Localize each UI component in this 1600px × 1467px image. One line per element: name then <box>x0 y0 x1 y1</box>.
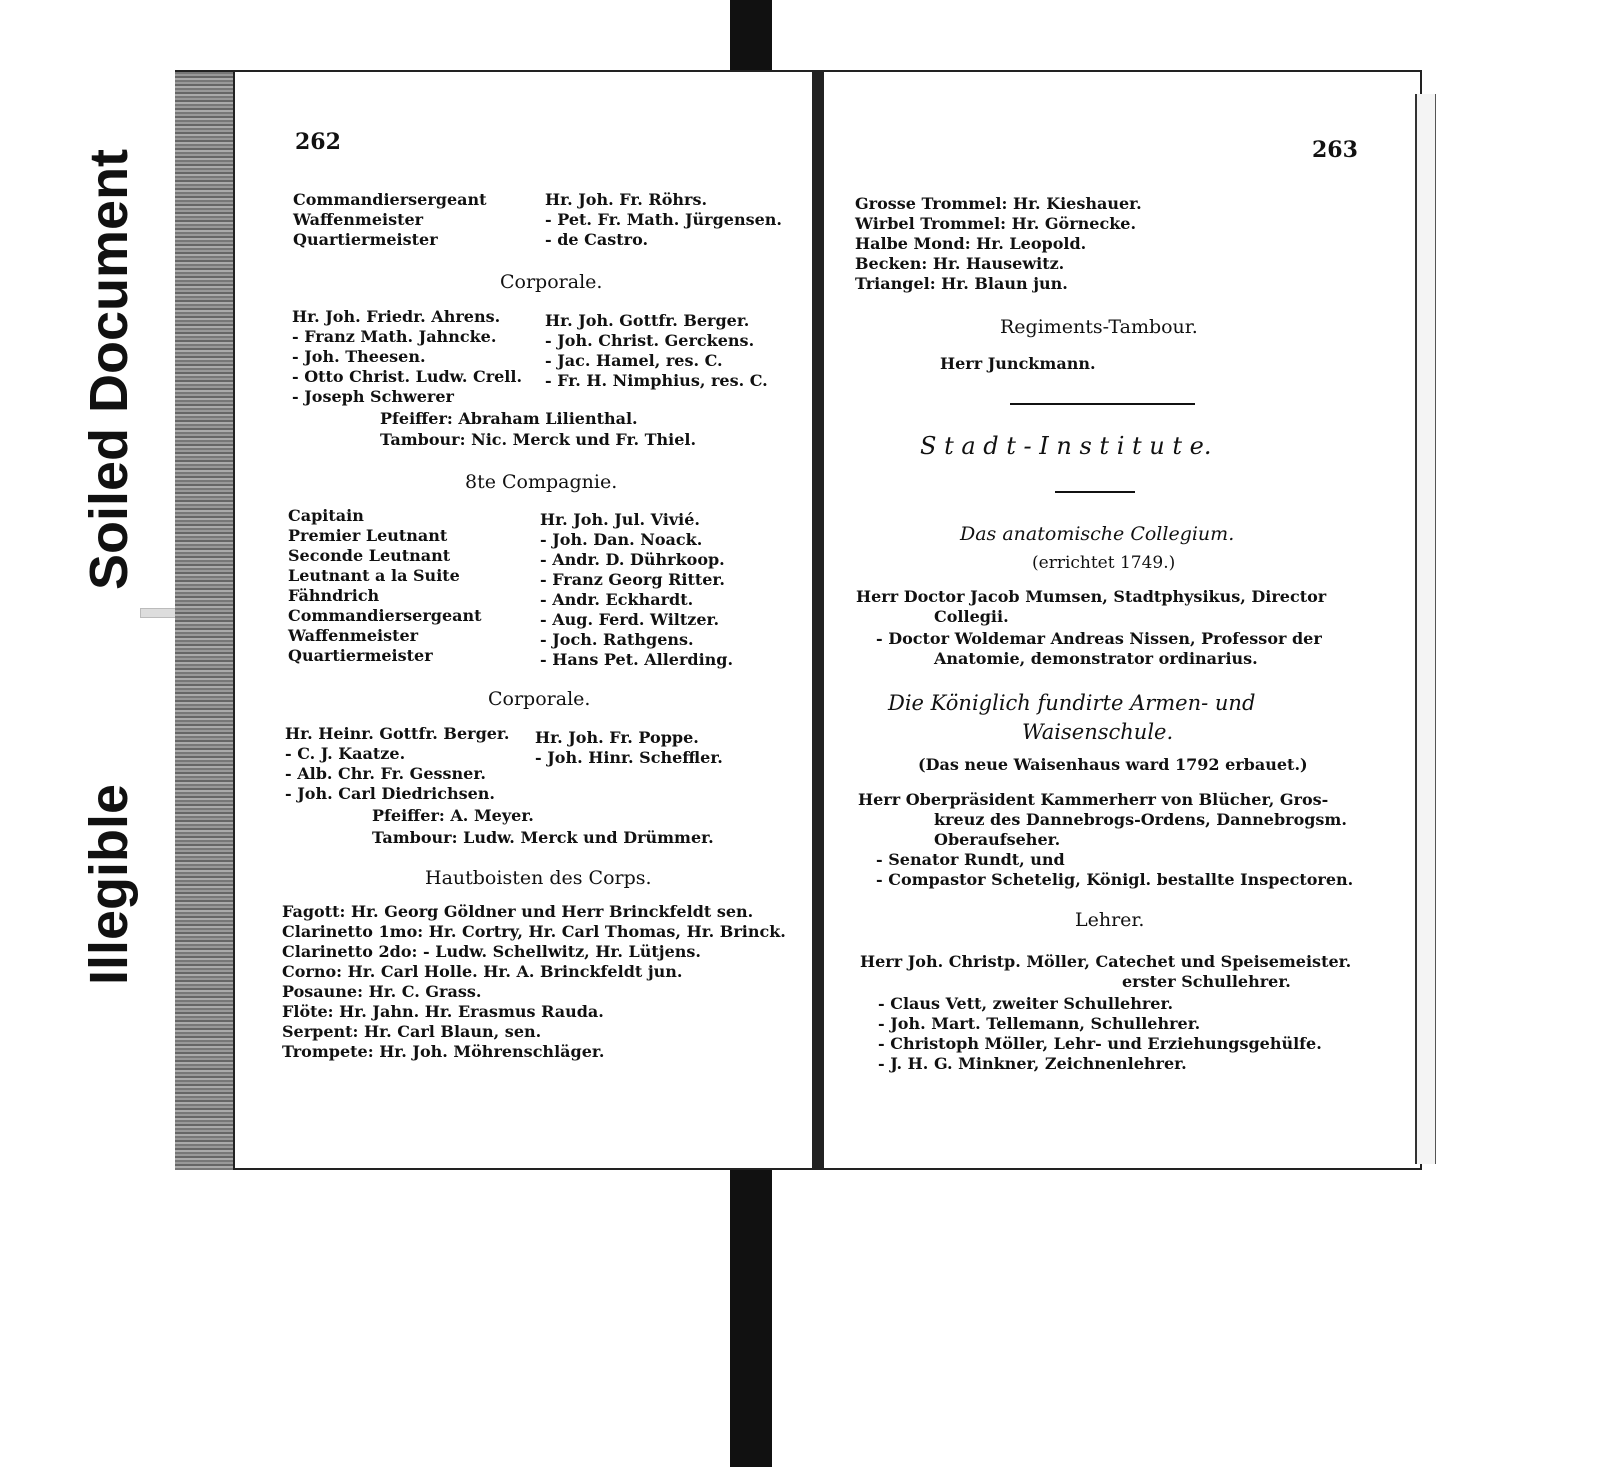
row-name: - Pet. Fr. Math. Jürgensen. <box>545 210 782 229</box>
row-name: Hr. Joh. Jul. Vivié. <box>540 510 700 529</box>
row-name: - Andr. D. Dührkoop. <box>540 550 725 569</box>
instrument-row: Halbe Mond: Hr. Leopold. <box>855 234 1087 253</box>
left-page-number: 262 <box>295 129 341 155</box>
row-role: Quartiermeister <box>288 646 433 665</box>
section-heading: Das anatomische Collegium. <box>960 523 1235 545</box>
lehrer-line: - Christoph Möller, Lehr- und Erziehungsgehülfe. <box>878 1034 1322 1053</box>
section-heading: Regiments-Tambour. <box>1000 316 1198 338</box>
section-heading: Corporale. <box>500 271 603 293</box>
anatomy-line: Anatomie, demonstrator ordinarius. <box>934 649 1258 668</box>
corporal-left: - Joh. Theesen. <box>292 347 426 366</box>
section-heading: Die Königlich fundirte Armen- und <box>888 691 1256 715</box>
corporal-right: - Fr. H. Nimphius, res. C. <box>545 371 768 390</box>
instrument-row: Triangel: Hr. Blaun jun. <box>855 274 1068 293</box>
section-heading: Lehrer. <box>1075 909 1145 931</box>
corporal-left: - Joseph Schwerer <box>292 387 454 406</box>
divider-rule <box>1055 491 1135 493</box>
row-role: Capitain <box>288 506 364 525</box>
row-role: Seconde Leutnant <box>288 546 451 565</box>
row-name: - Joch. Rathgens. <box>540 630 694 649</box>
hautboist-row: Flöte: Hr. Jahn. Hr. Erasmus Rauda. <box>282 1002 604 1021</box>
hautboist-row: Serpent: Hr. Carl Blaun, sen. <box>282 1022 542 1041</box>
illegible-label: Illegible <box>79 783 139 985</box>
row-name: - de Castro. <box>545 230 649 249</box>
waisen-line: - Compastor Schetelig, Königl. bestallte Inspectoren. <box>876 870 1354 889</box>
row-role: Premier Leutnant <box>288 526 448 545</box>
corporal-right: - Joh. Christ. Gerckens. <box>545 331 755 350</box>
row-name: - Hans Pet. Allerding. <box>540 650 734 669</box>
corporal-right: - Joh. Hinr. Scheffler. <box>535 748 723 767</box>
row-name: - Joh. Dan. Noack. <box>540 530 703 549</box>
waisen-line: Herr Oberpräsident Kammerherr von Blücher, Gros- <box>858 790 1329 809</box>
row-name: - Andr. Eckhardt. <box>540 590 694 609</box>
hautboist-row: Posaune: Hr. C. Grass. <box>282 982 482 1001</box>
section-subheading: (Das neue Waisenhaus ward 1792 erbauet.) <box>918 755 1308 774</box>
hautboist-row: Clarinetto 2do: - Ludw. Schellwitz, Hr. Lütjens. <box>282 942 701 961</box>
lehrer-line: - Joh. Mart. Tellemann, Schullehrer. <box>878 1014 1201 1033</box>
hautboist-row: Clarinetto 1mo: Hr. Cortry, Hr. Carl Thomas, Hr. Brinck. <box>282 922 786 941</box>
waisen-line: kreuz des Dannebrogs-Ordens, Dannebrogsm. <box>934 810 1347 829</box>
lehrer-line: erster Schullehrer. <box>1122 972 1291 991</box>
pfeiffer-line: Pfeiffer: A. Meyer. <box>372 806 534 825</box>
corporal-right: Hr. Joh. Gottfr. Berger. <box>545 311 750 330</box>
instrument-row: Becken: Hr. Hausewitz. <box>855 254 1065 273</box>
row-name: - Franz Georg Ritter. <box>540 570 725 589</box>
lehrer-line: - Claus Vett, zweiter Schullehrer. <box>878 994 1174 1013</box>
corporal-left: - Franz Math. Jahncke. <box>292 327 497 346</box>
corporal-left: - Joh. Carl Diedrichsen. <box>285 784 495 803</box>
hautboist-row: Trompete: Hr. Joh. Möhrenschläger. <box>282 1042 605 1061</box>
row-role: Fähndrich <box>288 586 380 605</box>
row-role: Commandiersergeant <box>288 606 482 625</box>
corporal-left: - C. J. Kaatze. <box>285 744 406 763</box>
regiments-name: Herr Junckmann. <box>940 354 1096 373</box>
hautboist-row: Fagott: Hr. Georg Göldner und Herr Brinckfeldt sen. <box>282 902 754 921</box>
right-page-number: 263 <box>1312 137 1358 163</box>
instrument-row: Wirbel Trommel: Hr. Görnecke. <box>855 214 1137 233</box>
row-role: Waffenmeister <box>288 626 419 645</box>
row-role: Commandiersergeant <box>293 190 487 209</box>
section-subheading: (errichtet 1749.) <box>1032 553 1176 573</box>
section-heading: Corporale. <box>488 688 591 710</box>
tambour-line: Tambour: Nic. Merck und Fr. Thiel. <box>380 430 697 449</box>
stadt-heading: S t a d t - I n s t i t u t e. <box>920 432 1212 460</box>
hautboist-row: Corno: Hr. Carl Holle. Hr. A. Brinckfeldt jun. <box>282 962 683 981</box>
anatomy-line: - Doctor Woldemar Andreas Nissen, Professor der <box>876 629 1322 648</box>
instrument-row: Grosse Trommel: Hr. Kieshauer. <box>855 194 1142 213</box>
book-gutter <box>812 70 822 1170</box>
divider-rule <box>1010 403 1195 405</box>
waisen-line: - Senator Rundt, und <box>876 850 1065 869</box>
row-role: Waffenmeister <box>293 210 424 229</box>
tambour-line: Tambour: Ludw. Merck und Drümmer. <box>372 828 714 847</box>
anatomy-line: Collegii. <box>934 607 1009 626</box>
page-edge <box>1415 94 1436 1164</box>
book-binding <box>175 72 235 1170</box>
anatomy-line: Herr Doctor Jacob Mumsen, Stadtphysikus, Director <box>856 587 1327 606</box>
pfeiffer-line: Pfeiffer: Abraham Lilienthal. <box>380 409 638 428</box>
row-role: Quartiermeister <box>293 230 438 249</box>
row-role: Leutnant a la Suite <box>288 566 460 585</box>
section-heading: Waisenschule. <box>1022 720 1174 744</box>
section-heading: 8te Compagnie. <box>465 471 618 493</box>
corporal-left: - Otto Christ. Ludw. Crell. <box>292 367 523 386</box>
row-name: Hr. Joh. Fr. Röhrs. <box>545 190 708 209</box>
corporal-left: Hr. Heinr. Gottfr. Berger. <box>285 724 510 743</box>
section-heading: Hautboisten des Corps. <box>425 867 652 889</box>
soiled-document-label: Soiled Document <box>79 148 139 590</box>
lehrer-line: - J. H. G. Minkner, Zeichnenlehrer. <box>878 1054 1187 1073</box>
corporal-right: - Jac. Hamel, res. C. <box>545 351 723 370</box>
lehrer-line: Herr Joh. Christp. Möller, Catechet und Speisemeister. <box>860 952 1352 971</box>
corporal-left: - Alb. Chr. Fr. Gessner. <box>285 764 486 783</box>
row-name: - Aug. Ferd. Wiltzer. <box>540 610 720 629</box>
corporal-right: Hr. Joh. Fr. Poppe. <box>535 728 699 747</box>
corporal-left: Hr. Joh. Friedr. Ahrens. <box>292 307 501 326</box>
waisen-line: Oberaufseher. <box>934 830 1061 849</box>
